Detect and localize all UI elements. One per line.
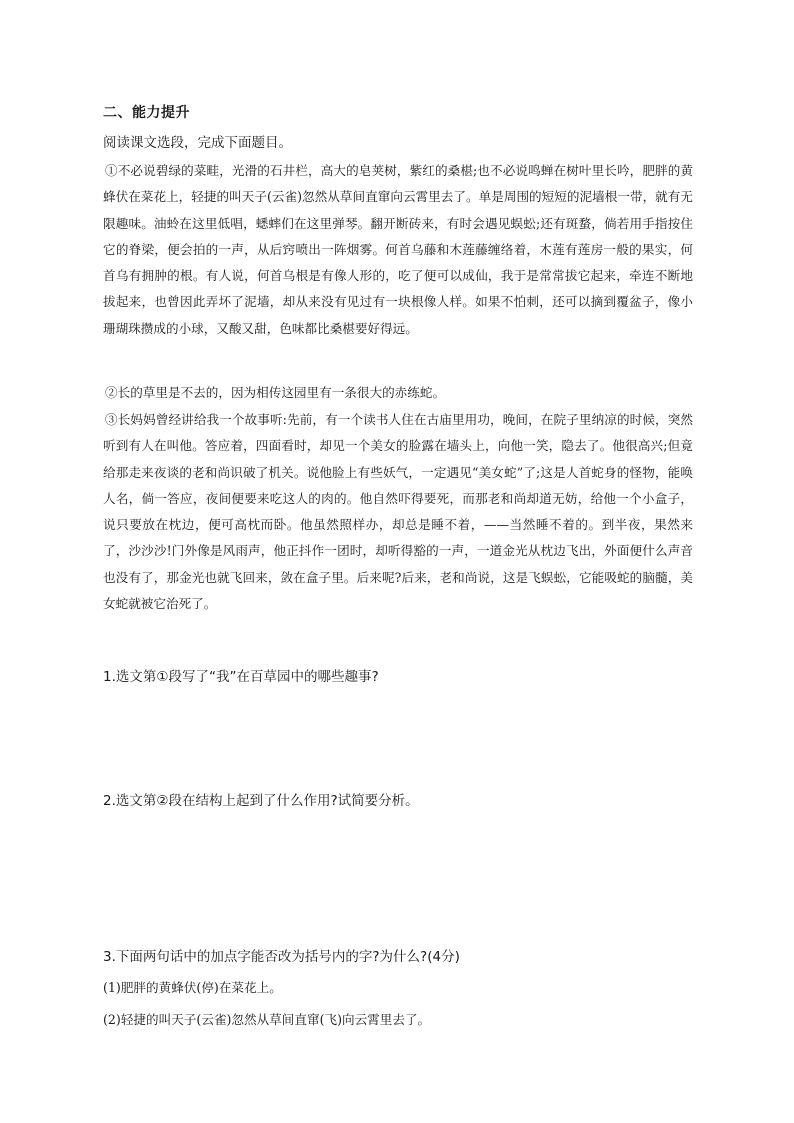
section-heading: 二、能力提升 — [103, 105, 190, 121]
question-1: 1.选文第①段写了“我”在百草园中的哪些趣事? — [103, 669, 379, 685]
reading-instruction: 阅读课文选段，完成下面题目。 — [103, 135, 292, 151]
question-3-item-2: (2)轻捷的叫天子(云雀)忽然从草间直窜(飞)向云霄里去了。 — [103, 1012, 431, 1027]
question-3: 3.下面两句话中的加点字能否改为括号内的字?为什么?(4分) — [103, 949, 460, 965]
passage-paragraph-2: ②长的草里是不去的，因为相传这园里有一条很大的赤练蛇。 — [105, 385, 446, 400]
passage-paragraph-1: ①不必说碧绿的菜畦，光滑的石井栏，高大的皂荚树，紫红的桑椹;也不必说鸣蝉在树叶里长吟，肥胖的黄蜂伏在菜花上，轻捷的叫天子(云雀)忽然从草间直窜向云霄里去了。单是周围的短短的泥墙根一带，就有无限趣味。油蛉在这里低唱，蟋蟀们在这里弹琴。翻开断砖来，有时会遇见蜈蚣;还有斑蝥，倘若用手指按住它的脊梁，便会拍的一声，从后窍喷出一阵烟雾。何首乌藤和木莲藤缠络着，木莲有莲房一般的果实，何首乌有拥肿的根。有人说，何首乌根是有像人形的，吃了便可以成仙，我于是常常拔它起来，牵连不断地拔起来，也曾因此弄坏了泥墙，却从来没有见过有一块根像人样。如果不怕刺，还可以摘到覆盆子，像小珊瑚珠攒成的小球，又酸又甜，色味都比桑椹要好得远。 — [103, 163, 693, 336]
question-2: 2.选文第②段在结构上起到了什么作用?试简要分析。 — [103, 793, 419, 809]
passage-paragraph-3: ③长妈妈曾经讲给我一个故事听:先前，有一个读书人住在古庙里用功，晚间，在院子里纳凉的时候，突然听到有人在叫他。答应着，四面看时，却见一个美女的脸露在墙头上，向他一笑，隐去了。他很高兴;但竟给那走来夜谈的老和尚识破了机关。说他脸上有些妖气，一定遇见“美女蛇”了;这是人首蛇身的怪物，能唤人名，倘一答应，夜间便要来吃这人的肉的。他自然吓得要死，而那老和尚却道无妨，给他一个小盒子，说只要放在枕边，便可高枕而卧。他虽然照样办，却总是睡不着，——当然睡不着的。到半夜，果然来了，沙沙沙!门外像是风雨声，他正抖作一团时，却听得豁的一声，一道金光从枕边飞出，外面便什么声音也没有了，那金光也就飞回来，敛在盒子里。后来呢?后来，老和尚说，这是飞蜈蚣，它能吸蛇的脑髓，美女蛇就被它治死了。 — [103, 412, 693, 612]
question-3-item-1: (1)肥胖的黄蜂伏(停)在菜花上。 — [103, 980, 282, 995]
